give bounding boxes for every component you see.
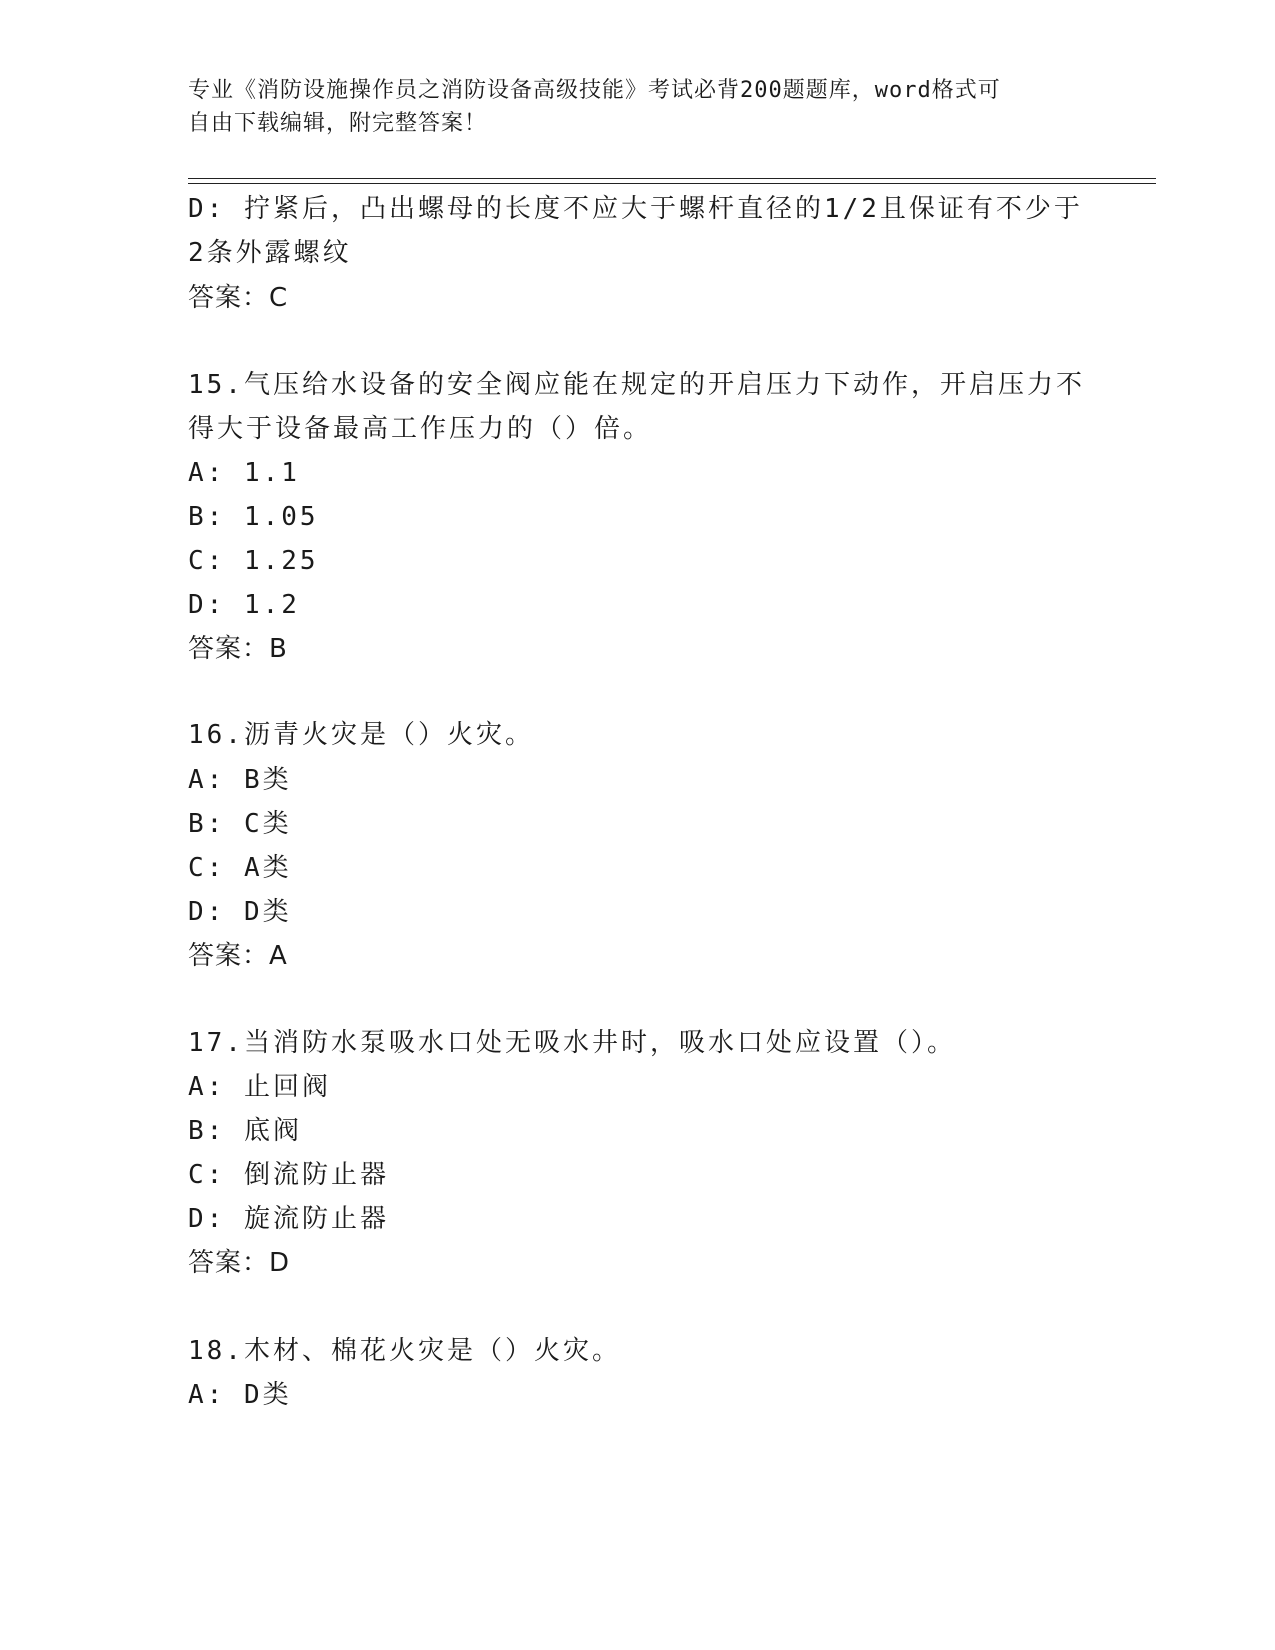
header-divider-bottom [188,183,1156,184]
q14-option-d-line2: 2条外露螺纹 [188,238,352,268]
q16-question: 16.沥青火灾是（）火灾。 [188,720,534,750]
q15-option-b: B: 1.05 [188,502,319,532]
q17-answer: 答案：D [188,1248,291,1278]
q17-option-a: A: 止回阀 [188,1072,331,1102]
q15-answer: 答案：B [188,634,288,664]
q15-option-a: A: 1.1 [188,458,300,488]
q15-option-d: D: 1.2 [188,590,300,620]
q17-option-b: B: 底阀 [188,1116,302,1146]
q18-question: 18.木材、棉花火灾是（）火灾。 [188,1336,621,1366]
q17-question: 17.当消防水泵吸水口处无吸水井时，吸水口处应设置（）。 [188,1028,956,1058]
q18-option-a: A: D类 [188,1380,292,1410]
document-header [188,74,1088,140]
q16-option-b: B: C类 [188,809,292,839]
q15-question-line2: 得大于设备最高工作压力的（）倍。 [188,414,653,444]
q16-option-a: A: B类 [188,765,292,795]
q15-question-line1: 15.气压给水设备的安全阀应能在规定的开启压力下动作，开启压力不 [188,370,1085,400]
q14-answer: 答案：C [188,283,289,313]
q16-option-d: D: D类 [188,897,292,927]
q17-option-c: C: 倒流防止器 [188,1160,389,1190]
q15-option-c: C: 1.25 [188,546,319,576]
q17-option-d: D: 旋流防止器 [188,1204,389,1234]
header-line-2: 自由下载编辑，附完整答案！ [188,111,488,136]
header-line-1: 专业《消防设施操作员之消防设备高级技能》考试必背200题题库，word格式可 [188,78,1001,103]
q16-option-c: C: A类 [188,853,292,883]
q14-option-d-line1: D: 拧紧后，凸出螺母的长度不应大于螺杆直径的1/2且保证有不少于 [188,194,1083,224]
q16-answer: 答案：A [188,941,288,971]
header-divider-top [188,178,1156,179]
